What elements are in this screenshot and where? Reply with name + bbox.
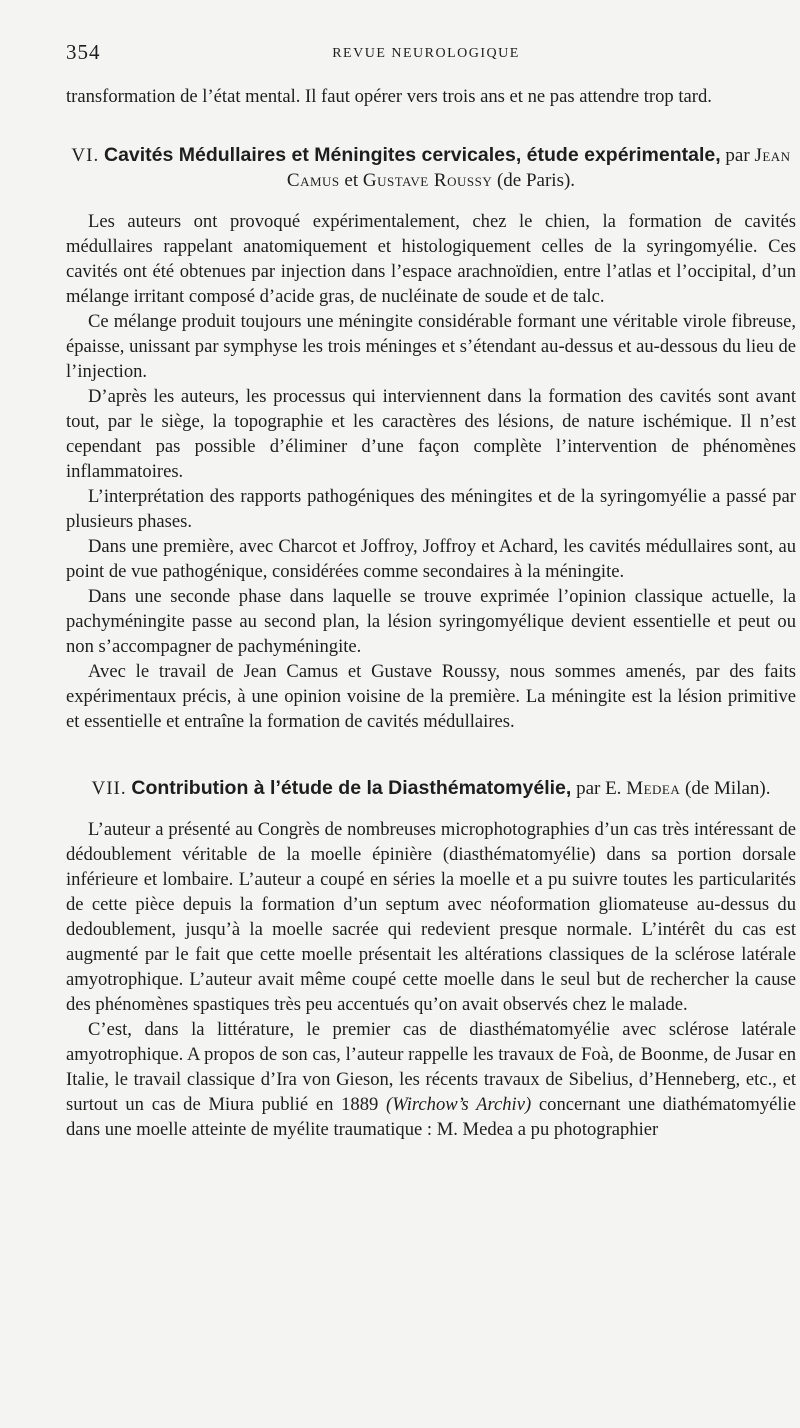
section-vii-number: VII. [91, 778, 127, 799]
paragraph-text: C’est, dans la littérature, le premier cas de diasthématomyélie avec sclérose latérale amyotrophique. A propos de son cas, l’auteur rappelle les travaux de Foà, de Boonme, de Jusar en Italie, le travail classique d’Ira von Gieson, les récents travaux de Sibelius, d’Henneberg, etc., et surtout un cas de Miura publié en 1889 [66, 1019, 796, 1115]
section-vi-paragraph: Ce mélange produit toujours une méningite considérable formant une véritable virole fibreuse, épaisse, unissant par symphyse les trois méninges et s’étendant au-dessus et au-dessous du lieu de l’injection. [66, 311, 796, 382]
page-number: 354 [66, 40, 101, 64]
section-vi-paragraph: Dans une première, avec Charcot et Joffroy, Joffroy et Achard, les cavités médullaires sont, au point de vue pathogénique, considérées comme secondaires à la méningite. [66, 536, 796, 582]
page-header [66, 40, 786, 66]
section-vi-author-1: Jean Camus [286, 145, 791, 191]
section-vi-and: et [344, 170, 359, 191]
citation-wirchows-archiv: (Wirchow’s Archiv) [386, 1094, 532, 1115]
section-vi-paragraph: L’interprétation des rapports pathogéniques des méningites et de la syringomyélie a passé par plusieurs phases. [66, 486, 796, 532]
section-vi-place: (de Paris). [496, 170, 576, 191]
section-vii-paragraph [66, 1017, 796, 1142]
section-vi-paragraph: Les auteurs ont provoqué expérimentalement, chez le chien, la formation de cavités médullaires rappelant anatomiquement et histologiquement celles de la syringomyélie. Ces cavités ont été obtenues par injection dans l’espace arachnoïdien, entre l’atlas et l’occipital, d’un mélange irritant composé d’acide gras, de nucléinate de soude et de talc. [66, 211, 796, 307]
section-vi-number: VI. [71, 145, 100, 166]
continuation-paragraph: transformation de l’état mental. Il faut opérer vers trois ans et ne pas attendre trop tard. [66, 86, 712, 107]
section-vii-author: Medea [626, 778, 681, 799]
section-vi-paragraph: D’après les auteurs, les processus qui interviennent dans la formation des cavités sont avant tout, par le siège, la topographie et les caractères des lésions, de nature ischémique. Il n’est cependant pas possible d’éliminer d’une façon complète l’intervention de phénomènes inflammatoires. [66, 386, 796, 482]
section-vi-title: Cavités Médullaires et Méningites cervicales, étude expérimentale, [103, 144, 721, 166]
section-vi-author-2: Gustave Roussy [362, 170, 493, 191]
section-vi-heading [66, 143, 796, 193]
section-vii-by: par E. [576, 778, 622, 799]
paragraph-text: concernant une diathématomyélie dans une moelle atteinte de myélite traumatique : M. Medea a pu photographier [66, 1094, 796, 1140]
section-vii-place: (de Milan). [685, 778, 771, 799]
journal-title: REVUE NEUROLOGIQUE [332, 46, 520, 61]
section-vi-paragraph: Avec le travail de Jean Camus et Gustave Roussy, nous sommes amenés, par des faits expérimentaux précis, à une opinion voisine de la première. La méningite est la lésion primitive et essentielle et entraîne la formation de cavités médullaires. [66, 661, 796, 732]
section-vii-paragraph: L’auteur a présenté au Congrès de nombreuses microphotographies d’un cas très intéressant de dédoublement véritable de la moelle épinière (diasthématomyélie) dans sa portion dorsale inférieure et lombaire. L’auteur a coupé en séries la moelle et a pu suivre toutes les particularités de cette pièce depuis la formation d’un septum avec néoformation gliomateuse au-dessus du dedoublement, jusqu’à la moelle sacrée qui redevient presque normale. L’intérêt du cas est augmenté par le fait que cette moelle présentait les altérations classiques de la sclérose latérale amyotrophique. L’auteur avait même coupé cette moelle dans le seul but de rechercher la cause des phénomènes spastiques très peu accentués qu’on avait observés chez le malade. [66, 819, 796, 1015]
section-vii-heading [66, 776, 796, 801]
section-vi-paragraph: Dans une seconde phase dans laquelle se trouve exprimée l’opinion classique actuelle, la pachyméningite passe au second plan, la lésion syringomyélique devient essentielle et peut ou non s’accompagner de pachyméningite. [66, 586, 796, 657]
page-body [66, 84, 796, 1142]
section-vi-by: par [725, 145, 750, 166]
section-vii-title: Contribution à l’étude de la Diasthématomyélie, [131, 777, 572, 799]
